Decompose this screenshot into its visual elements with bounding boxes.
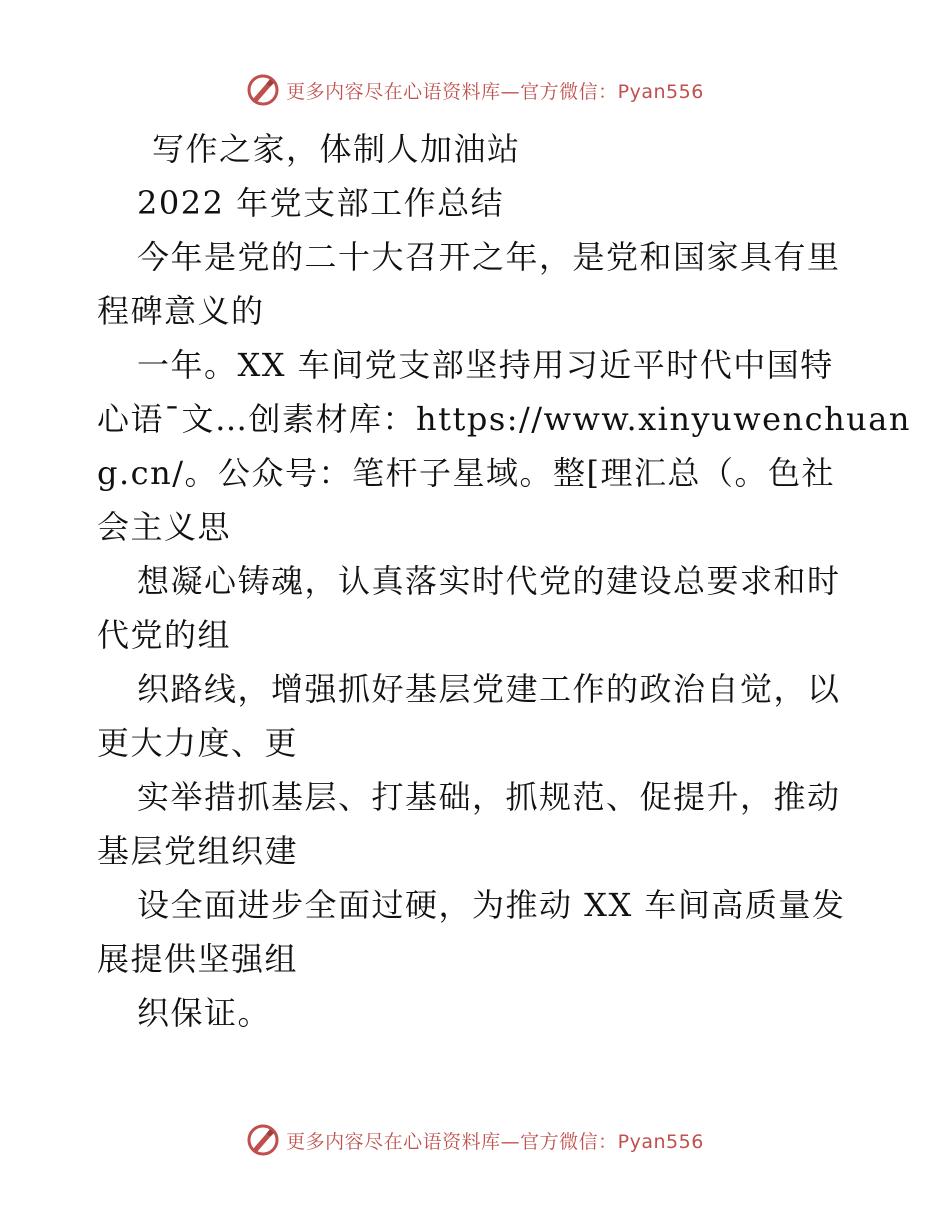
paragraph-line: g.cn/。公众号：笔杆子星域。整[理汇总（。色社 — [97, 454, 835, 492]
pen-circle-logo-icon — [246, 73, 280, 107]
banner-text: 更多内容尽在心语资料库—官方微信：Pyan556 — [286, 80, 704, 103]
paragraph-line: 设全面进步全面过硬，为推动 XX 车间高质量发 — [137, 886, 846, 924]
paragraph-line: 代党的组 — [97, 616, 232, 654]
paragraph-line: 心语¯文…创素材库：https://www.xinyuwenchuan — [97, 400, 911, 438]
paragraph-line: 实举措抓基层、打基础，抓规范、促提升，推动 — [137, 778, 841, 816]
site-slogan: 写作之家，体制人加油站 — [152, 130, 521, 168]
paragraph-line: 今年是党的二十大召开之年，是党和国家具有里 — [137, 238, 841, 276]
header-banner — [0, 70, 950, 110]
paragraph-line: 会主义思 — [97, 508, 232, 546]
document-title: 2022 年党支部工作总结 — [137, 184, 505, 222]
paragraph-line: 一年。XX 车间党支部坚持用习近平时代中国特 — [137, 346, 834, 384]
paragraph-line: 更大力度、更 — [97, 724, 299, 762]
footer-banner — [0, 1120, 950, 1160]
paragraph-line: 想凝心铸魂，认真落实时代党的建设总要求和时 — [137, 562, 841, 600]
paragraph-line: 织保证。 — [137, 994, 272, 1032]
paragraph-line: 织路线，增强抓好基层党建工作的政治自觉，以 — [137, 670, 841, 708]
banner-text: 更多内容尽在心语资料库—官方微信：Pyan556 — [286, 1130, 704, 1153]
document-body — [97, 122, 911, 1040]
paragraph-line: 展提供坚强组 — [97, 940, 299, 978]
pen-circle-logo-icon — [246, 1123, 280, 1157]
paragraph-line: 基层党组织建 — [97, 832, 299, 870]
paragraph-line: 程碑意义的 — [97, 292, 265, 330]
